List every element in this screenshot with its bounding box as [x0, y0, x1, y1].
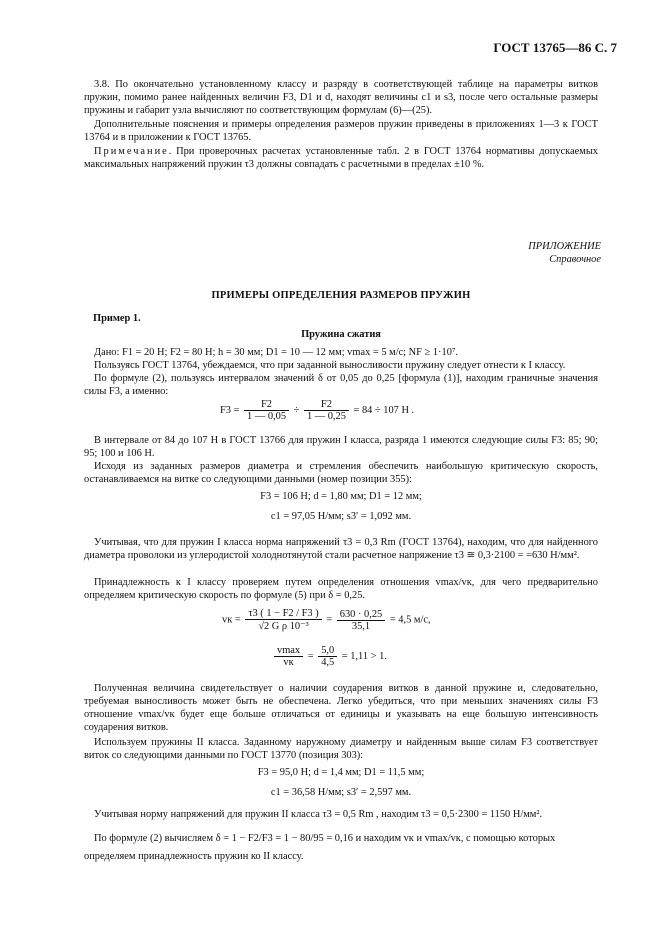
formula-ratio	[272, 645, 387, 668]
fraction-value	[337, 609, 385, 632]
fraction-numerator: τ3 ( 1 − F2 / F3 )	[245, 608, 321, 620]
appendix-label	[528, 240, 601, 266]
fraction-numerator: F2	[304, 399, 349, 411]
formula-rhs: = 1,11 > 1.	[341, 650, 387, 662]
paragraph-last-1: По формуле (2) вычисляем δ = 1 − F2/F3 = 1 − 80/95 = 0,16 и находим vк и vmax/vк, с помощью которых	[94, 833, 556, 844]
formula-rhs: = 4,5 м/с,	[389, 614, 431, 626]
fraction-ratio	[274, 645, 303, 668]
note-paragraph	[84, 145, 598, 171]
paragraph-3-8: 3.8. По окончательно установленному классу и разряду в соответствующей таблице на параметры витков пружин, помимо ранее найденных величин F3, D1 и d, находят величины c1 и s3, после чего остальные размеры пружины и габарит узла вычисляют по соответствующим формулам (6)—(25).	[84, 79, 598, 116]
fraction-2	[304, 399, 349, 422]
fraction-numerator: F2	[244, 399, 289, 411]
paragraph-additional: Дополнительные пояснения и примеры определения размеров пружин приведены в приложениях 1—3 к ГОСТ 13764 и в приложении к ГОСТ 13765.	[84, 119, 598, 143]
paragraph-interval: В интервале от 84 до 107 Н в ГОСТ 13766 для пружин I класса, разряда 1 имеются следующие силы F3: 85; 90; 95; 100 и 106 Н.	[84, 435, 598, 459]
fraction-numerator: 630 · 0,25	[337, 609, 385, 621]
appendix-kind: Справочное	[549, 254, 601, 265]
fraction-denominator: 1 — 0,05	[247, 411, 287, 422]
formula-operator: =	[307, 650, 314, 662]
fraction-value	[318, 645, 337, 668]
subsection-title: Пружина сжатия	[301, 329, 381, 340]
paragraph-last-2: определяем принадлежность пружин ко II классу.	[84, 851, 304, 862]
position-303-line-2: c1 = 36,58 Н/мм; s3′ = 2,597 мм.	[270, 787, 412, 798]
example-heading: Пример 1.	[93, 313, 141, 324]
note-text: . При проверочных расчетах установленные табл. 2 в ГОСТ 13764 нормативы допускаемых максимальных напряжений пружин τ3 должны совпадать с расчетными в пределах ±10 %.	[84, 146, 598, 170]
section-title: ПРИМЕРЫ ОПРЕДЕЛЕНИЯ РАЗМЕРОВ ПРУЖИН	[211, 290, 471, 301]
position-355-line-1: F3 = 106 Н; d = 1,80 мм; D1 = 12 мм;	[260, 491, 422, 502]
appendix-title: ПРИЛОЖЕНИЕ	[528, 241, 601, 252]
formula-operator: =	[326, 614, 333, 626]
paragraph-class-2: Используем пружины II класса. Заданному наружному диаметру и найденным выше силам F3 соответствует виток со следующими данными по ГОСТ 13770 (позиция 303):	[84, 737, 598, 761]
fraction-denominator: vк	[283, 657, 294, 668]
paragraph-tau: Учитывая, что для пружин I класса норма напряжений τ3 = 0,3 Rm (ГОСТ 13764), находим, что для найденного диаметра проволоки из углеродистой холоднотянутой стали расчетное напряжение τ3 ≅ 0,3·2100 = =630 Н/мм².	[84, 537, 598, 561]
paragraph-choose: Исходя из заданных размеров диаметра и стремления обеспечить наибольшую критическую скорость, останавливаемся на витке со следующими данными (номер позиции 355):	[84, 461, 598, 485]
fraction-numerator: 5,0	[318, 645, 337, 657]
fraction-denominator: 35,1	[351, 620, 371, 632]
position-303-line-1: F3 = 95,0 Н; d = 1,4 мм; D1 = 11,5 мм;	[257, 767, 425, 778]
paragraph-class: Пользуясь ГОСТ 13764, убеждаемся, что при заданной выносливости пружину следует отнести к I классу.	[94, 360, 566, 371]
fraction-denominator: √2 G ρ 10⁻³	[258, 621, 309, 632]
note-label: Примечание	[94, 146, 169, 157]
given-data: Дано: F1 = 20 Н; F2 = 80 Н; h = 30 мм; D1 = 10 — 12 мм; vmax = 5 м/с; NF ≥ 1·10⁷.	[94, 347, 459, 358]
formula-operator: ÷	[293, 404, 300, 416]
fraction-denominator: 1 — 0,25	[306, 411, 346, 422]
fraction-denominator: 4,5	[321, 657, 335, 668]
page-header: ГОСТ 13765—86 С. 7	[493, 40, 617, 55]
formula-lhs: vк =	[222, 614, 241, 626]
formula-rhs: = 84 ÷ 107 Н .	[353, 404, 415, 416]
paragraph-result: Полученная величина свидетельствует о наличии соударения витков в данной пружине и, следовательно, требуемая выносливость может быть не обеспечена. Легко убедиться, что при меньших значениях силы F3 отношение vmax/vк будет еще больше отличаться от единицы и указывать на еще большую интенсивность соударения витков.	[84, 683, 598, 733]
formula-f3-range	[220, 399, 414, 422]
formula-lhs: F3 =	[220, 404, 240, 416]
position-355-line-2: c1 = 97,05 Н/мм; s3′ = 1,092 мм.	[270, 511, 412, 522]
fraction-1	[244, 399, 289, 422]
paragraph-tau-2: Учитывая норму напряжений для пружин II класса τ3 = 0,5 Rm , находим τ3 = 0,5·2300 = 1150 Н/мм².	[94, 809, 543, 820]
fraction-main	[245, 608, 321, 632]
paragraph-belong: Принадлежность к I классу проверяем путем определения отношения vmax/vк, для чего предварительно определяем критическую скорость по формуле (5) при δ = 0,25.	[84, 577, 598, 601]
paragraph-formula-2: По формуле (2), пользуясь интервалом значений δ от 0,05 до 0,25 [формула (1)], находим граничные значения силы F3, а именно:	[84, 373, 598, 397]
fraction-numerator: vmax	[274, 645, 303, 657]
formula-critical-speed	[222, 608, 431, 632]
